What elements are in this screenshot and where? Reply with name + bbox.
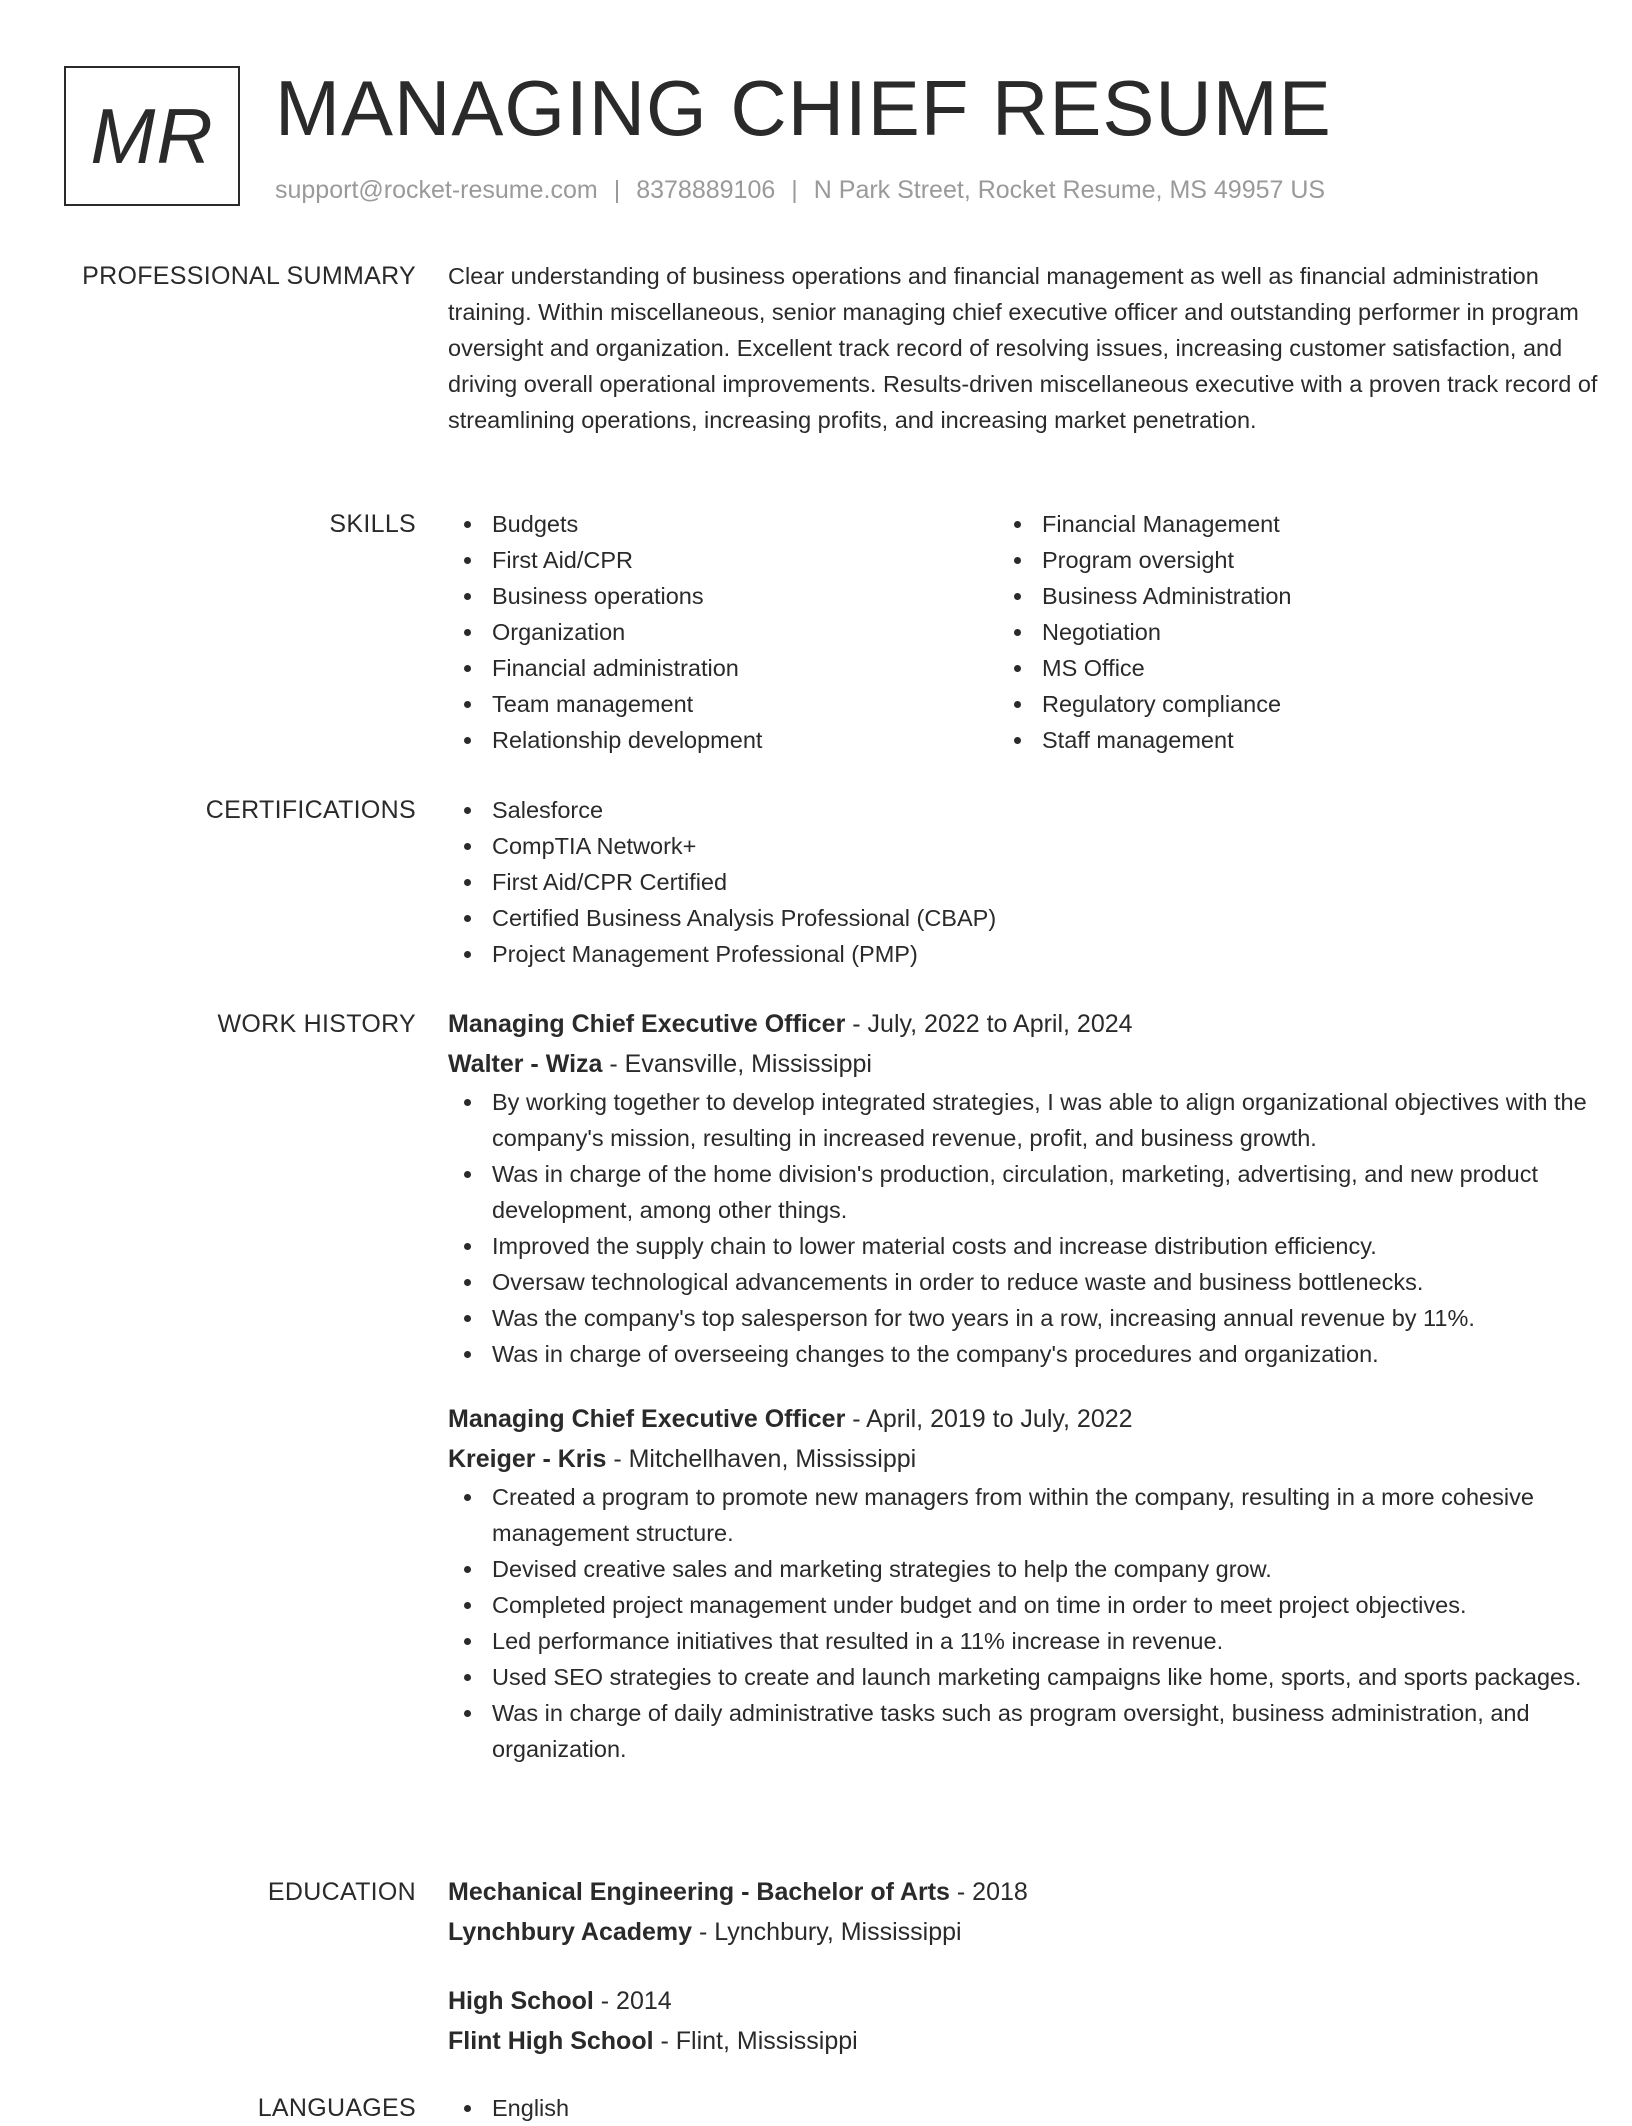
- section-label-work-history: WORK HISTORY: [217, 1010, 416, 1038]
- section-label-languages: LANGUAGES: [257, 2094, 416, 2122]
- skills-column-left: [448, 506, 998, 758]
- certifications-list: [448, 792, 1628, 972]
- certifications-body: [448, 792, 1628, 972]
- education-degree: High School: [448, 1987, 594, 2015]
- contact-line: [275, 172, 1325, 208]
- skill-item: Business Administration: [1042, 578, 1548, 614]
- skills-column-right: [998, 506, 1548, 758]
- job-entry: [448, 1399, 1628, 1767]
- education-location: - Flint, Mississippi: [653, 2027, 858, 2055]
- summary-body: [448, 258, 1628, 438]
- monogram-logo: MR: [64, 66, 240, 206]
- section-label-summary: PROFESSIONAL SUMMARY: [82, 262, 416, 290]
- section-label-certifications: CERTIFICATIONS: [205, 796, 416, 824]
- contact-phone: 8378889106: [636, 176, 776, 204]
- resume-title: MANAGING CHIEF RESUME: [275, 64, 1332, 152]
- education-degree-line: [448, 1981, 1628, 2021]
- job-bullet: Was in charge of daily administrative tasks such as program oversight, business administration, and organization.: [492, 1695, 1628, 1767]
- job-entry: [448, 1004, 1628, 1372]
- skill-item: Regulatory compliance: [1042, 686, 1548, 722]
- certification-item: Certified Business Analysis Professional (CBAP): [492, 900, 1628, 936]
- languages-list: [448, 2090, 1628, 2126]
- job-company: Walter - Wiza: [448, 1050, 603, 1078]
- skill-item: Program oversight: [1042, 542, 1548, 578]
- job-bullet: Completed project management under budget and on time in order to meet project objectives.: [492, 1587, 1628, 1623]
- section-label-skills: SKILLS: [329, 510, 416, 538]
- job-title: Managing Chief Executive Officer: [448, 1010, 846, 1038]
- job-bullet: By working together to develop integrated strategies, I was able to align organizational objectives with the company's mission, resulting in increased revenue, profit, and business growth.: [492, 1084, 1628, 1156]
- skill-item: Financial Management: [1042, 506, 1548, 542]
- job-bullet: Led performance initiatives that resulted in a 11% increase in revenue.: [492, 1623, 1628, 1659]
- job-bullet-list: [448, 1479, 1628, 1767]
- job-bullet: Devised creative sales and marketing strategies to help the company grow.: [492, 1551, 1628, 1587]
- job-title-line: [448, 1004, 1628, 1044]
- education-degree-line: [448, 1872, 1628, 1912]
- skills-body: [448, 506, 1628, 758]
- job-dates: - April, 2019 to July, 2022: [845, 1405, 1133, 1433]
- skill-item: Budgets: [492, 506, 998, 542]
- contact-email: support@rocket-resume.com: [275, 176, 598, 204]
- education-location: - Lynchbury, Mississippi: [692, 1918, 962, 1946]
- education-year: - 2014: [593, 1987, 672, 2015]
- skill-item: Organization: [492, 614, 998, 650]
- skill-item: Financial administration: [492, 650, 998, 686]
- education-body: [448, 1872, 1628, 2090]
- skill-item: MS Office: [1042, 650, 1548, 686]
- job-bullet: Improved the supply chain to lower material costs and increase distribution efficiency.: [492, 1228, 1628, 1264]
- skill-item: Business operations: [492, 578, 998, 614]
- job-bullet: Used SEO strategies to create and launch marketing campaigns like home, sports, and sports packages.: [492, 1659, 1628, 1695]
- contact-separator: |: [791, 176, 798, 204]
- skill-item: Staff management: [1042, 722, 1548, 758]
- contact-address: N Park Street, Rocket Resume, MS 49957 US: [813, 176, 1326, 204]
- education-school-line: [448, 2021, 1628, 2061]
- job-bullet: Created a program to promote new managers from within the company, resulting in a more cohesive management structure.: [492, 1479, 1628, 1551]
- certification-item: CompTIA Network+: [492, 828, 1628, 864]
- language-item: English: [492, 2090, 1628, 2126]
- contact-separator: |: [613, 176, 621, 204]
- education-school: Lynchbury Academy: [448, 1918, 693, 1946]
- skill-item: Team management: [492, 686, 998, 722]
- skill-item: Relationship development: [492, 722, 998, 758]
- job-company-line: [448, 1044, 1628, 1084]
- education-year: - 2018: [949, 1878, 1028, 1906]
- resume-header: [64, 66, 1564, 216]
- job-bullet: Was in charge of overseeing changes to the company's procedures and organization.: [492, 1336, 1628, 1372]
- certification-item: First Aid/CPR Certified: [492, 864, 1628, 900]
- job-dates: - July, 2022 to April, 2024: [845, 1010, 1133, 1038]
- job-location: - Evansville, Mississippi: [602, 1050, 872, 1078]
- job-bullet: Was the company's top salesperson for two years in a row, increasing annual revenue by 11%.: [492, 1300, 1628, 1336]
- job-location: - Mitchellhaven, Mississippi: [606, 1445, 917, 1473]
- job-company: Kreiger - Kris: [448, 1445, 607, 1473]
- education-entry: [448, 1872, 1628, 1952]
- section-label-education: EDUCATION: [267, 1878, 416, 1906]
- education-entry: [448, 1981, 1628, 2061]
- education-degree: Mechanical Engineering - Bachelor of Arts: [448, 1878, 950, 1906]
- job-bullet: Oversaw technological advancements in order to reduce waste and business bottlenecks.: [492, 1264, 1628, 1300]
- job-bullet: Was in charge of the home division's production, circulation, marketing, advertising, and new product development, among other things.: [492, 1156, 1628, 1228]
- skills-list-right: [998, 506, 1548, 758]
- job-title-line: [448, 1399, 1628, 1439]
- education-school: Flint High School: [448, 2027, 654, 2055]
- job-company-line: [448, 1439, 1628, 1479]
- certification-item: Project Management Professional (PMP): [492, 936, 1628, 972]
- skills-list-left: [448, 506, 998, 758]
- skill-item: First Aid/CPR: [492, 542, 998, 578]
- skill-item: Negotiation: [1042, 614, 1548, 650]
- summary-text: Clear understanding of business operations and financial management as well as financial administration training. Within miscellaneous, senior managing chief executive officer and outstanding performer in program oversight and organization. Excellent track record of resolving issues, increasing customer satisfaction, and driving overall operational improvements. Results-driven miscellaneous executive with a proven track record of streamlining operations, increasing profits, and increasing market penetration.: [448, 263, 1598, 433]
- job-bullet-list: [448, 1084, 1628, 1372]
- job-title: Managing Chief Executive Officer: [448, 1405, 846, 1433]
- education-school-line: [448, 1912, 1628, 1952]
- work-history-body: [448, 1004, 1628, 1794]
- languages-body: [448, 2090, 1628, 2126]
- certification-item: Salesforce: [492, 792, 1628, 828]
